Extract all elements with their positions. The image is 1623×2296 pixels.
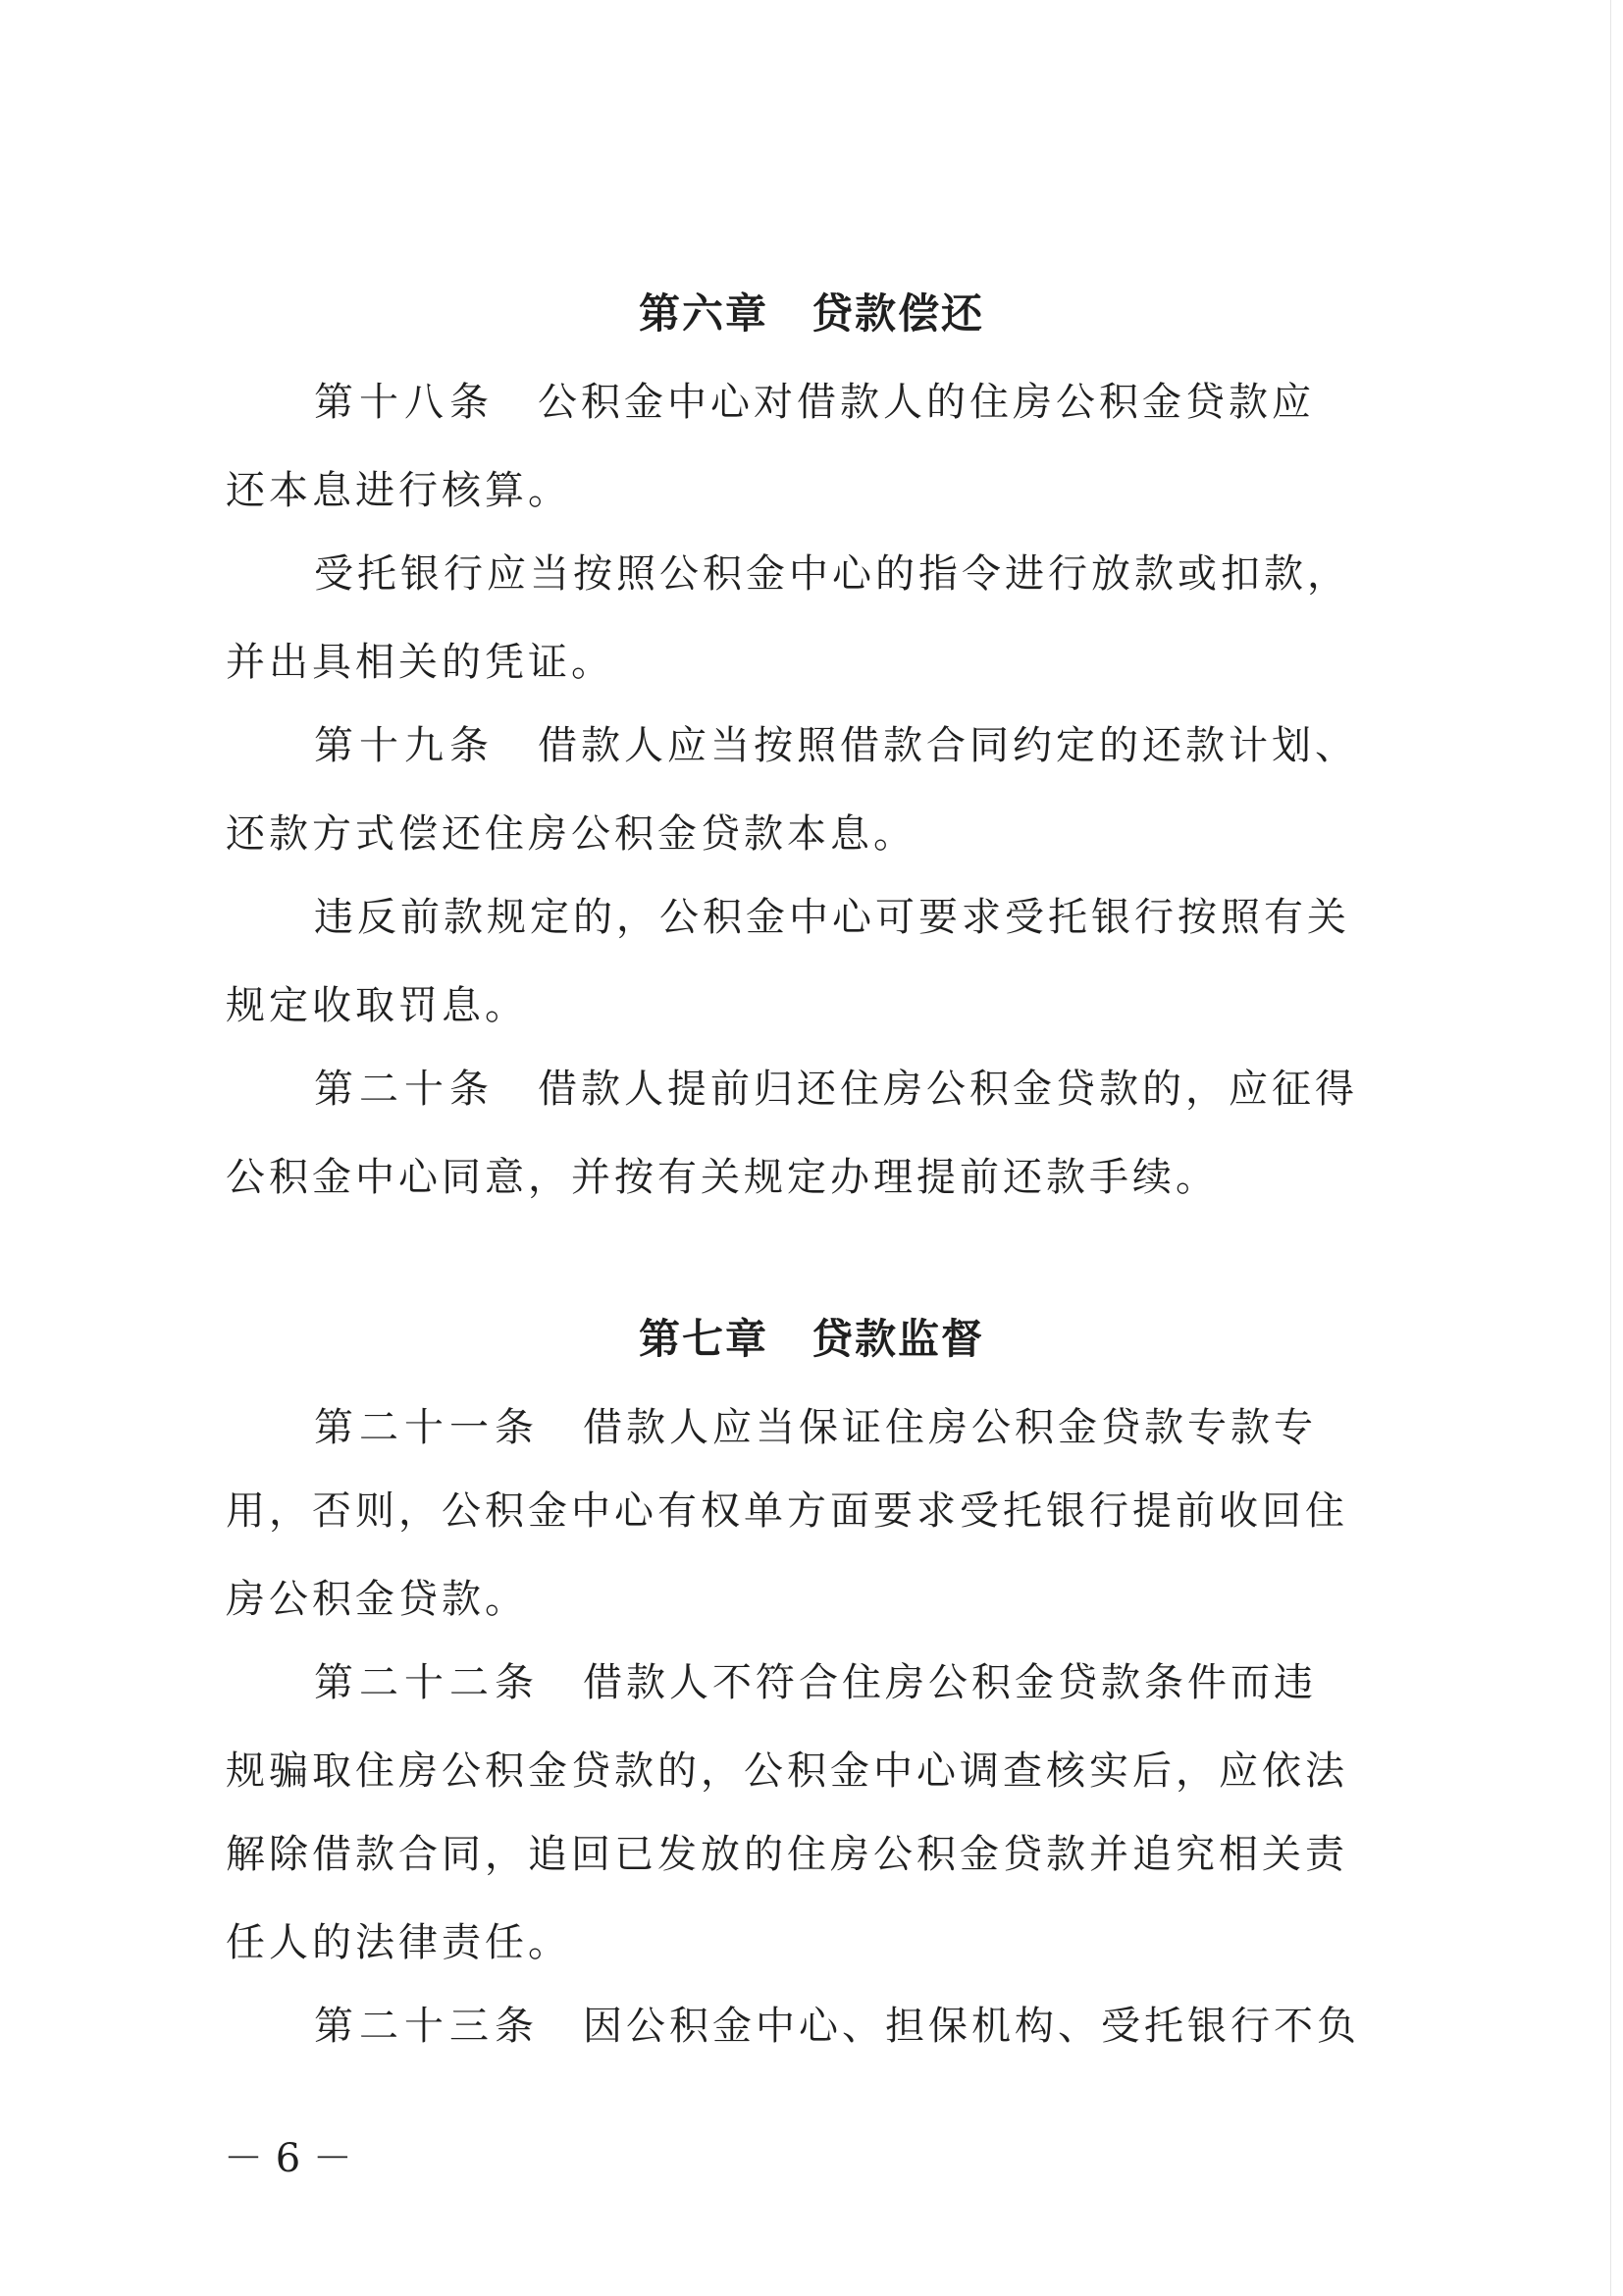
- paragraph-18b-line-2: 并出具相关的凭证。: [226, 640, 614, 685]
- article-22-label: 第二十二条: [314, 1660, 540, 1705]
- article-22-line-1: [314, 1653, 1364, 1712]
- article-21-line-1: [314, 1398, 1364, 1457]
- paragraph-19b-line-2: 规定收取罚息。: [226, 983, 528, 1028]
- chapter-7-heading: 第七章 贷款监督: [638, 1315, 984, 1363]
- article-23-label: 第二十三条: [314, 2004, 540, 2049]
- article-21-label: 第二十一条: [314, 1405, 540, 1450]
- article-18-text-1: 公积金中心对借款人的住房公积金贷款应: [538, 380, 1315, 425]
- article-18-line-1: [314, 373, 1364, 432]
- page-number: － 6 －: [224, 2136, 352, 2181]
- paragraph-18b-line-1: 受托银行应当按照公积金中心的指令进行放款或扣款，: [314, 551, 1350, 597]
- article-19-label: 第十九条: [314, 723, 495, 768]
- article-19-line-1: [314, 716, 1364, 775]
- article-19-text-1: 借款人应当按照借款合同约定的还款计划、: [538, 723, 1358, 768]
- article-22-line-4: 任人的法律责任。: [226, 1920, 571, 1965]
- article-22-text-1: 借款人不符合住房公积金贷款条件而违: [583, 1660, 1317, 1705]
- article-20-line-1: [314, 1060, 1364, 1119]
- article-21-text-1: 借款人应当保证住房公积金贷款专款专: [583, 1405, 1317, 1450]
- article-23-text-1: 因公积金中心、担保机构、受托银行不负: [583, 2004, 1360, 2049]
- article-22-line-2: 规骗取住房公积金贷款的，公积金中心调查核实后，应依法: [226, 1748, 1348, 1794]
- article-19-line-2: 还款方式偿还住房公积金贷款本息。: [226, 811, 916, 857]
- article-21-line-3: 房公积金贷款。: [226, 1577, 528, 1622]
- article-22-line-3: 解除借款合同，追回已发放的住房公积金贷款并追究相关责: [226, 1832, 1348, 1877]
- article-20-line-2: 公积金中心同意，并按有关规定办理提前还款手续。: [226, 1155, 1219, 1200]
- article-21-line-2: 用，否则，公积金中心有权单方面要求受托银行提前收回住: [226, 1488, 1348, 1534]
- chapter-6-heading: 第六章 贷款偿还: [638, 289, 984, 338]
- paragraph-19b-line-1: 违反前款规定的，公积金中心可要求受托银行按照有关: [314, 895, 1350, 940]
- article-18-line-2: 还本息进行核算。: [226, 468, 571, 513]
- article-18-label: 第十八条: [314, 380, 495, 425]
- article-23-line-1: [314, 1997, 1364, 2056]
- article-20-label: 第二十条: [314, 1067, 495, 1112]
- article-20-text-1: 借款人提前归还住房公积金贷款的，应征得: [538, 1067, 1358, 1112]
- page-edge-line: [1610, 0, 1611, 2296]
